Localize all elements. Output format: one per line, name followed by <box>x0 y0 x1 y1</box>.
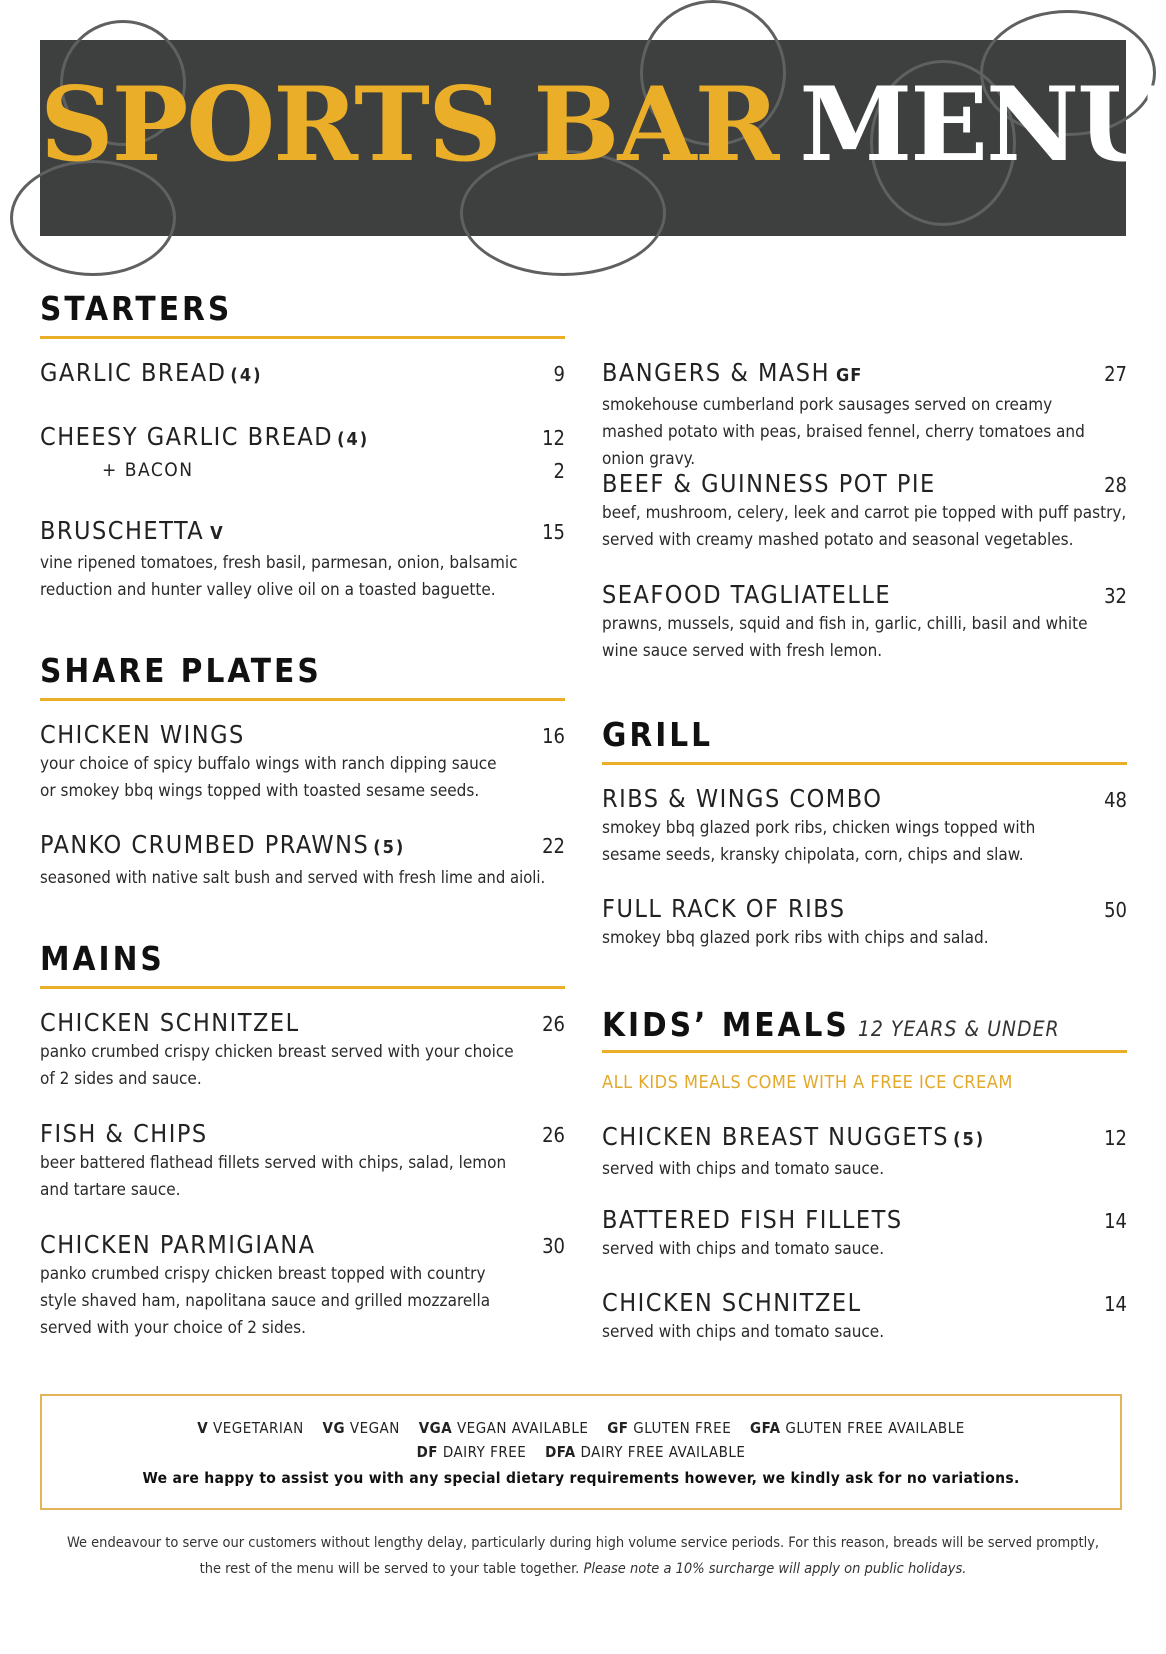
legend-line-1 <box>42 1416 1120 1440</box>
item-price: 32 <box>1104 584 1127 608</box>
item-quantity: (5) <box>373 837 406 858</box>
service-note-line-2: the rest of the menu will be served to your table together. Please note a 10% surcharge will apply on public holidays. <box>199 1561 967 1577</box>
legend-label: VEGAN AVAILABLE <box>456 1419 589 1437</box>
legend-label: GLUTEN FREE AVAILABLE <box>785 1419 965 1437</box>
menu-item <box>602 894 1127 952</box>
menu-title-part2: MENU <box>799 65 1165 185</box>
legend-label: DAIRY FREE AVAILABLE <box>580 1443 746 1461</box>
right-column <box>602 0 1127 1390</box>
legend-code: GFA <box>750 1419 781 1437</box>
legend-code: DFA <box>545 1443 576 1461</box>
legend-code: V <box>197 1419 209 1437</box>
menu-item <box>602 580 1127 665</box>
section-subheading: 12 YEARS & UNDER <box>857 1017 1060 1041</box>
legend-code: VGA <box>418 1419 453 1437</box>
item-description: served with chips and tomato sauce. <box>602 1322 885 1342</box>
item-description: smokey bbq glazed pork ribs, chicken wings topped with sesame seeds, kransky chipolata, corn, chips and slaw. <box>602 818 1036 865</box>
item-description: served with chips and tomato sauce. <box>602 1159 885 1179</box>
dietary-legend <box>40 1394 1122 1510</box>
item-description: vine ripened tomatoes, fresh basil, parmesan, onion, balsamic reduction and hunter valley olive oil on a toasted baguette. <box>40 553 518 600</box>
item-price: 30 <box>542 1234 565 1258</box>
item-name: CHICKEN SCHNITZEL <box>40 1008 300 1037</box>
item-price: 14 <box>1104 1292 1127 1316</box>
item-name: CHICKEN WINGS <box>40 720 245 749</box>
menu-item <box>40 1230 565 1342</box>
menu-item <box>602 1288 1127 1346</box>
item-diet-tag: V <box>210 523 224 544</box>
section-divider <box>602 762 1127 765</box>
menu-item <box>602 784 1127 869</box>
item-name: CHICKEN BREAST NUGGETS (5) <box>602 1122 986 1151</box>
item-price: 27 <box>1104 362 1127 386</box>
item-name: BANGERS & MASH GF <box>602 358 863 387</box>
item-description: smokehouse cumberland pork sausages served on creamy mashed potato with peas, braised fennel, cherry tomatoes and onion gravy. <box>602 395 1085 469</box>
item-description: beef, mushroom, celery, leek and carrot pie topped with puff pastry, served with creamy mashed potato and seasonal vegetables. <box>602 503 1127 550</box>
menu-item <box>40 1008 565 1093</box>
item-price: 16 <box>542 724 565 748</box>
item-diet-tag: GF <box>836 365 863 386</box>
item-description: served with chips and tomato sauce. <box>602 1239 885 1259</box>
item-description: beer battered flathead fillets served with chips, salad, lemon and tartare sauce. <box>40 1153 507 1200</box>
menu-item <box>40 358 565 391</box>
item-name: BEEF & GUINNESS POT PIE <box>602 469 936 498</box>
legend-label: GLUTEN FREE <box>633 1419 732 1437</box>
section-divider <box>602 1050 1127 1053</box>
item-description: your choice of spicy buffalo wings with ranch dipping sauce or smokey bbq wings topped with toasted sesame seeds. <box>40 754 497 801</box>
item-description: prawns, mussels, squid and fish in, garlic, chilli, basil and white wine sauce served with fresh lemon. <box>602 614 1088 661</box>
item-price: 50 <box>1104 898 1127 922</box>
menu-item <box>40 720 565 805</box>
legend-label: VEGETARIAN <box>213 1419 304 1437</box>
left-column <box>40 0 565 1390</box>
legend-code: GF <box>607 1419 629 1437</box>
item-price: 48 <box>1104 788 1127 812</box>
item-name: RIBS & WINGS COMBO <box>602 784 883 813</box>
menu-title-part1: SPORTS BAR <box>40 65 778 185</box>
section-heading-grill: GRILL <box>602 715 714 754</box>
item-name: FULL RACK OF RIBS <box>602 894 846 923</box>
item-name: GARLIC BREAD (4) <box>40 358 263 387</box>
item-price: 15 <box>542 520 565 544</box>
item-price: 22 <box>542 834 565 858</box>
item-price: 12 <box>1104 1126 1127 1150</box>
item-name: CHEESY GARLIC BREAD (4) <box>40 422 370 451</box>
surcharge-note: Please note a 10% surcharge will apply on public holidays. <box>583 1561 967 1577</box>
item-quantity: (4) <box>337 429 370 450</box>
item-price: 26 <box>542 1012 565 1036</box>
item-name: BATTERED FISH FILLETS <box>602 1205 903 1234</box>
section-divider <box>40 336 565 339</box>
item-name: FISH & CHIPS <box>40 1119 208 1148</box>
section-heading-share-plates: SHARE PLATES <box>40 651 322 690</box>
section-divider <box>40 986 565 989</box>
section-heading-starters: STARTERS <box>40 289 233 328</box>
service-note-line-1: We endeavour to serve our customers without lengthy delay, particularly during high volume service periods. For this reason, breads will be served promptly, <box>66 1535 1100 1551</box>
menu-item <box>40 1119 565 1204</box>
dietary-requirements-note: We are happy to assist you with any special dietary requirements however, we kindly ask for no variations. <box>142 1469 1020 1487</box>
menu-item <box>602 1122 1127 1183</box>
item-price: 14 <box>1104 1209 1127 1233</box>
legend-label: DAIRY FREE <box>442 1443 527 1461</box>
legend-label: VEGAN <box>349 1419 400 1437</box>
legend-line-2 <box>42 1440 1120 1464</box>
item-name: CHICKEN PARMIGIANA <box>40 1230 316 1259</box>
item-quantity: (5) <box>953 1129 986 1150</box>
item-addon: + BACON <box>102 459 194 481</box>
item-description: seasoned with native salt bush and served with fresh lime and aioli. <box>40 868 546 887</box>
menu-item <box>40 516 565 604</box>
menu-item <box>602 469 1127 554</box>
item-quantity: (4) <box>230 365 263 386</box>
section-heading-kids-meals: KIDS’ MEALS 12 YEARS & UNDER <box>602 1005 1060 1044</box>
item-name: SEAFOOD TAGLIATELLE <box>602 580 892 609</box>
menu-item <box>40 830 565 891</box>
item-price: 28 <box>1104 473 1127 497</box>
item-name: PANKO CRUMBED PRAWNS (5) <box>40 830 406 859</box>
legend-code: VG <box>322 1419 346 1437</box>
legend-code: DF <box>416 1443 439 1461</box>
menu-item <box>602 358 1127 473</box>
item-name: CHICKEN SCHNITZEL <box>602 1288 862 1317</box>
item-description: smokey bbq glazed pork ribs with chips and salad. <box>602 928 989 948</box>
item-addon-price: 2 <box>553 459 565 483</box>
item-description: panko crumbed crispy chicken breast topped with country style shaved ham, napolitana sauce and grilled mozzarella served with your choice of 2 sides. <box>40 1264 491 1338</box>
item-price: 12 <box>542 426 565 450</box>
item-name: BRUSCHETTA V <box>40 516 224 545</box>
section-heading-mains: MAINS <box>40 939 165 978</box>
item-description: panko crumbed crispy chicken breast served with your choice of 2 sides and sauce. <box>40 1042 514 1089</box>
menu-item <box>602 1205 1127 1263</box>
item-price: 26 <box>542 1123 565 1147</box>
menu-item <box>40 422 565 455</box>
item-price: 9 <box>553 362 565 386</box>
kids-ice-cream-note: ALL KIDS MEALS COME WITH A FREE ICE CREAM <box>602 1072 1013 1093</box>
section-divider <box>40 698 565 701</box>
